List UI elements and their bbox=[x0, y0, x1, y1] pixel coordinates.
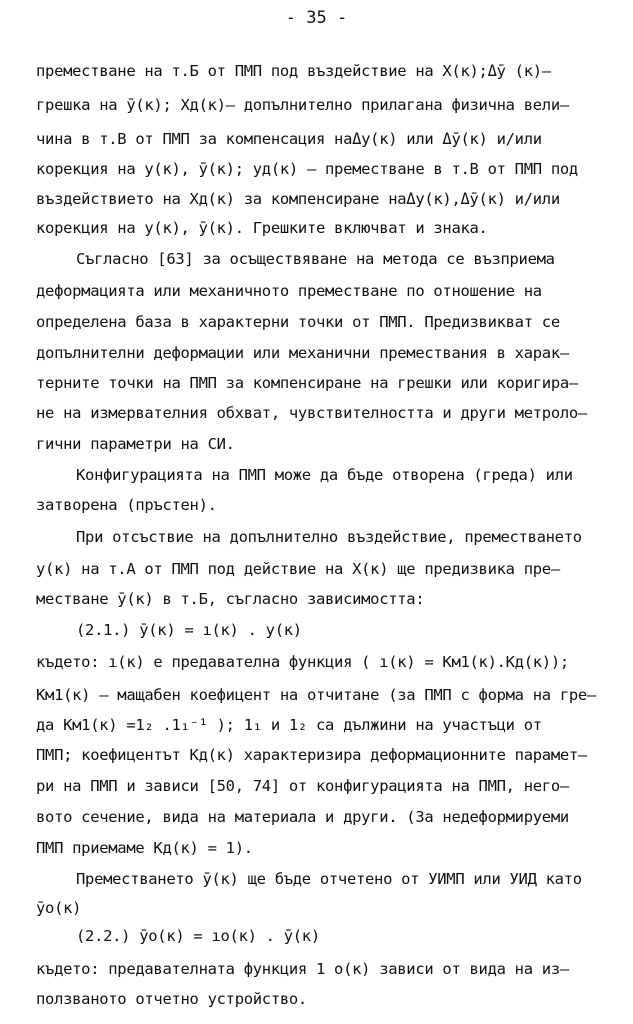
text-line: да Kм1(к) =1₂ .1₁⁻¹ ); 1₁ и 1₂ са дължини на участъци от bbox=[36, 716, 542, 734]
text-line: терните точки на ПМП за компенсиране на грешки или коригира– bbox=[36, 374, 578, 392]
text-line: Конфигурацията на ПМП може да бъде отворена (греда) или bbox=[76, 466, 573, 484]
text-line: въздействието на Xд(к) за компенсиране наΔy(к),Δȳ(к) и/или bbox=[36, 190, 560, 208]
text-line: Kм1(к) – мащабен коефицент на отчитане (за ПМП с форма на гре– bbox=[36, 686, 596, 704]
text-line: гични параметри на СИ. bbox=[36, 435, 235, 453]
equation-2-1: (2.1.) ȳ(к) = ı(к) . y(к) bbox=[76, 621, 302, 639]
text-line: y(к) на т.А от ПМП под действие на X(к) ще предизвика пре– bbox=[36, 560, 560, 578]
text-line: допълнителни деформации или механични премествания в харак– bbox=[36, 344, 569, 362]
text-line: корекция на y(к), ȳ(к). Грешките включват и знака. bbox=[36, 219, 488, 237]
text-line: Преместването ȳ(к) ще бъде отчетено от УИМП или УИД като bbox=[76, 870, 582, 888]
text-line: вото сечение, вида на материала и други. (За недеформируеми bbox=[36, 808, 569, 826]
text-line: чина в т.В от ПМП за компенсация наΔy(к) или Δȳ(к) и/или bbox=[36, 130, 542, 148]
text-line: грешка на ȳ(к); Xд(к)– допълнително прилагана физична вели– bbox=[36, 96, 569, 114]
text-line: определена база в характерни точки от ПМП. Предизвикват се bbox=[36, 313, 560, 331]
text-line: не на измервателния обхват, чувствителността и други метроло– bbox=[36, 404, 587, 422]
text-line: местване ȳ(к) в т.Б, съгласно зависимостта: bbox=[36, 590, 425, 608]
page-number: - 35 - bbox=[285, 8, 348, 28]
text-line: деформацията или механичното преместване по отношение на bbox=[36, 282, 542, 300]
text-line: ПМП приемаме Kд(к) = 1). bbox=[36, 839, 253, 857]
text-line: Съгласно [63] за осъществяване на метода се възприема bbox=[76, 250, 555, 268]
text-line: затворена (пръстен). bbox=[36, 496, 217, 514]
text-line: ползваното отчетно устройство. bbox=[36, 990, 307, 1008]
text-line: където: предавателната функция 1 о(к) зависи от вида на из– bbox=[36, 960, 569, 978]
text-line: корекция на y(к), ȳ(к); yд(к) – преместване в т.В от ПМП под bbox=[36, 160, 578, 178]
text-line: ПМП; коефицентът Kд(к) характеризира деформационните парамет– bbox=[36, 746, 587, 764]
text-line: ри на ПМП и зависи [50, 74] от конфигурацията на ПМП, него– bbox=[36, 777, 569, 795]
equation-2-2: (2.2.) ȳо(к) = ıо(к) . ȳ(к) bbox=[76, 927, 320, 945]
text-line: преместване на т.Б от ПМП под въздействие на X(к);Δȳ (к)– bbox=[36, 62, 551, 80]
text-line: където: ı(к) е предавателна функция ( ı(к) = Kм1(к).Kд(к)); bbox=[36, 653, 569, 671]
text-line: При отсъствие на допълнително въздействие, преместването bbox=[76, 528, 582, 546]
text-line: ȳо(к) bbox=[36, 899, 82, 917]
